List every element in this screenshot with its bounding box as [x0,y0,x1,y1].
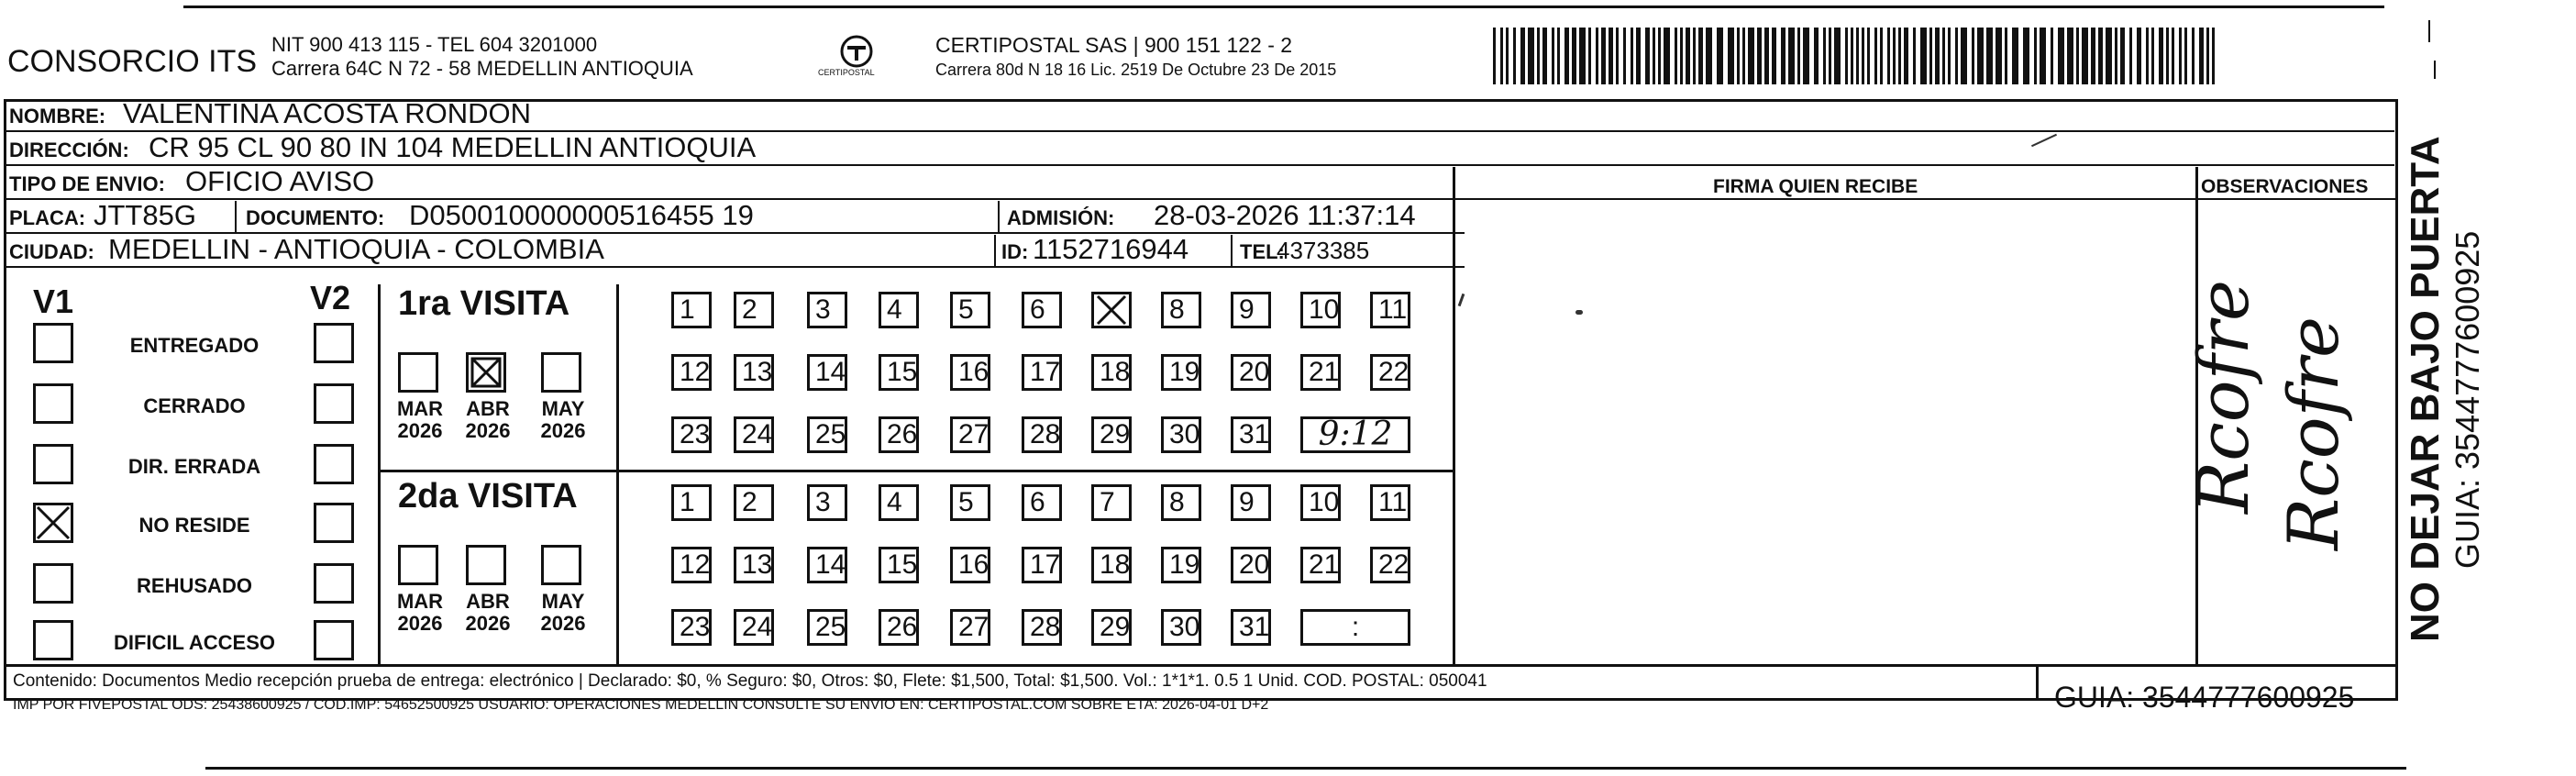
barcode-bar [1948,28,1951,84]
month-name: MAR [396,590,444,613]
barcode-bar [1728,28,1734,84]
barcode-bar [1904,28,1908,84]
handwritten-note: Rcofre [2272,316,2354,550]
courier-line1: CERTIPOSTAL SAS | 900 151 122 - 2 [935,33,1293,57]
barcode-bar [1520,28,1525,84]
barcode-bar [1972,28,1974,84]
month-label [392,398,448,442]
v2-checkbox[interactable] [314,563,354,604]
month-year: 2026 [465,419,511,442]
barcode-bar [2034,28,2037,84]
barcode-bar [1616,28,1619,84]
barcode-bar [2212,28,2215,84]
placa-value: JTT85G [94,199,196,231]
row-tipo [6,167,1465,200]
barcode-bar [1513,28,1516,84]
barcode-bar [2120,28,2125,84]
day-box[interactable]: 21 [1300,354,1341,391]
status-divider [378,284,381,664]
barcode-bar [1851,28,1853,84]
barcode-bar [1706,28,1712,84]
ciudad-value: MEDELLIN - ANTIOQUIA - COLOMBIA [108,233,604,265]
barcode-bar [2146,28,2149,84]
status-label: DIFICIL ACCESO [113,631,275,654]
day-box[interactable]: 20 [1231,354,1271,391]
visit2-title: 2da VISITA [398,477,578,515]
barcode-bar [2098,28,2103,84]
barcode-bar [1675,28,1677,84]
month-name: MAR [396,397,444,420]
visit-divider-v [616,284,619,664]
footer-line1: Contenido: Documentos Medio recepción prueba de entrega: electrónico | Declarado: $0, % Seguro: $0, Otros: $0, Flete: $1,500, Total: $1,500. Vol.: 1*1*1. 0.5 1 Unid. COD. POSTAL: 050041 [13,671,1487,691]
col-divider [1453,167,1455,664]
day-box[interactable]: 6 [1022,292,1062,328]
nombre-label: NOMBRE: [9,105,106,127]
barcode-bar [1631,28,1633,84]
month-name: ABR [466,590,510,613]
barcode-bar [1803,28,1809,84]
day-box[interactable]: 18 [1091,354,1132,391]
day-box[interactable]: 22 [1370,547,1410,583]
month-label [460,398,515,442]
barcode-bar [2012,28,2018,84]
day-box[interactable]: 11 [1370,484,1410,521]
day-box[interactable]: 29 [1091,416,1132,453]
v1-checkbox[interactable] [33,383,73,424]
barcode-bar [1986,28,1993,84]
barcode-bar [1757,28,1762,84]
barcode-bar [2166,28,2169,84]
tel-value: 4373385 [1277,237,1370,264]
visit-divider [378,470,1453,472]
day-box[interactable]: 6 [1022,484,1062,521]
barcode-bar [1564,28,1569,84]
day-box[interactable]: 25 [807,416,847,453]
barcode-bar [1698,28,1703,84]
barcode-bar [1686,28,1690,84]
barcode-bar [1867,28,1870,84]
barcode-bar [1862,28,1864,84]
barcode-bar [1623,28,1626,84]
barcode-bar [1829,28,1831,84]
day-box[interactable]: 20 [1231,547,1271,583]
barcode-bar [1898,28,1901,84]
logo-caption: CERTIPOSTAL [818,68,875,77]
barcode-bar [1658,28,1661,84]
month-checkbox[interactable] [398,352,438,393]
barcode-bar [2040,28,2046,84]
day-box[interactable]: 5 [950,292,990,328]
status-label: DIR. ERRADA [127,455,261,478]
barcode-bar [1874,28,1877,84]
barcode-bar [1880,28,1883,84]
day-box[interactable]: 10 [1300,292,1341,328]
admision-label: ADMISIÓN: [1007,206,1115,229]
barcode-bar [2137,28,2141,84]
barcode-bar [1493,28,1496,84]
day-box[interactable]: 3 [807,292,847,328]
barcode-bar [2082,28,2088,84]
month-year: 2026 [465,612,511,635]
day-box[interactable]: 8 [1161,484,1201,521]
barcode-bar [1977,28,1984,84]
certipostal-logo [813,29,901,84]
barcode-bar [1579,28,1586,84]
barcode-bar [2051,28,2053,84]
month-checkbox[interactable] [541,545,581,585]
day-box[interactable] [1091,292,1132,328]
barcode-bar [1942,28,1945,84]
day-box[interactable]: 8 [1161,292,1201,328]
v1-header: V1 [33,283,74,320]
v2-checkbox[interactable] [314,620,354,660]
v2-header: V2 [310,279,351,316]
day-box[interactable]: 16 [950,354,990,391]
status-label: ENTREGADO [129,334,260,357]
bottom-rule [205,767,2406,770]
barcode-bar [2106,28,2112,84]
month-checkbox[interactable] [466,545,506,585]
barcode-bar [1717,28,1723,84]
barcode-bar [2159,28,2163,84]
ciudad-label: CIUDAD: [9,240,94,263]
id-value: 1152716944 [1033,233,1189,265]
day-box[interactable]: 12 [671,547,712,583]
documento-value: D050010000000516455 19 [409,199,754,231]
id-label: ID: [1001,240,1029,263]
barcode-bar [1920,28,1927,84]
day-box[interactable]: 16 [950,547,990,583]
month-name: MAY [541,397,585,420]
top-rule [183,6,2384,8]
barcode-bar [1506,28,1509,84]
month-checkbox[interactable] [466,352,506,393]
barcode-bar [1552,28,1554,84]
month-label [536,398,591,442]
barcode-bar [1596,28,1598,84]
barcode-bar [2091,28,2095,84]
day-box[interactable]: 9 [1231,292,1271,328]
barcode-bar [2129,28,2132,84]
footer-rule [4,664,2398,667]
day-box[interactable]: 29 [1091,609,1132,646]
barcode-bar [2005,28,2007,84]
tipo-label: TIPO DE ENVIO: [9,172,165,195]
admision-value: 28-03-2026 11:37:14 [1154,199,1416,231]
day-box[interactable]: 13 [734,354,774,391]
footer-line2: IMP POR FIVEPOSTAL ODS: 25438600925 / COD.IMP: 54652500925 USUARIO: OPERACIONES MEDELLIN CONSULTE SU ENVIO EN: CERTIPOSTAL.COM SOBRE ETA: 2026-04-01 D+2 [13,697,1269,713]
nombre-value: VALENTINA ACOSTA RONDON [123,97,532,129]
footer-divider [2036,664,2039,701]
sender-name: CONSORCIO ITS [7,44,258,79]
row-nombre [6,99,2394,132]
barcode-bar [1961,28,1967,84]
courier-line2: Carrera 80d N 18 16 Lic. 2519 De Octubre 23 De 2015 [935,61,1337,79]
barcode-bar [1797,28,1800,84]
day-box[interactable]: 15 [879,354,919,391]
mark [2428,20,2430,42]
barcode-bar [1834,28,1841,84]
barcode-bar [1737,28,1740,84]
v2-checkbox[interactable] [314,444,354,484]
visit1-title: 1ra VISITA [398,284,570,323]
month-checkbox[interactable] [398,545,438,585]
direccion-value: CR 95 CL 90 80 IN 104 MEDELLIN ANTIOQUIA [149,131,757,163]
time-box[interactable]: 9:12 [1300,416,1410,453]
barcode-bar [1572,28,1576,84]
day-box[interactable]: 7 [1091,484,1132,521]
barcode-bar [1588,28,1591,84]
barcode-bar [1693,28,1696,84]
month-label [392,591,448,635]
barcode-bar [2172,28,2174,84]
day-box[interactable]: 3 [807,484,847,521]
barcode-bar [1653,28,1655,84]
day-box[interactable]: 25 [807,609,847,646]
day-box[interactable]: 19 [1161,354,1201,391]
documento-label: DOCUMENTO: [246,206,385,229]
barcode-bar [2058,28,2064,84]
tipo-value: OFICIO AVISO [185,165,375,197]
day-box[interactable]: 21 [1300,547,1341,583]
day-box[interactable]: 10 [1300,484,1341,521]
day-box[interactable]: 4 [879,292,919,328]
barcode-bar [2151,28,2154,84]
barcode-bar [1935,28,1940,84]
barcode-bar [1929,28,1932,84]
day-box[interactable]: 26 [879,609,919,646]
side-guia: GUIA: 3544777600925 [2449,230,2486,569]
barcode-bar [2023,28,2029,84]
day-box[interactable]: 26 [879,416,919,453]
barcode-bar [1557,28,1560,84]
barcode-bar [1500,28,1503,84]
day-box[interactable]: 24 [734,416,774,453]
barcode-bar [1788,28,1795,84]
day-box[interactable]: 17 [1022,547,1062,583]
barcode-bar [1887,28,1890,84]
day-box[interactable]: 14 [807,547,847,583]
month-year: 2026 [540,419,586,442]
mark [2434,61,2436,79]
day-box[interactable]: 5 [950,484,990,521]
sender-line2: Carrera 64C N 72 - 58 MEDELLIN ANTIOQUIA [271,57,693,80]
pen-mark [1575,310,1583,315]
day-box[interactable]: 31 [1231,416,1271,453]
day-box[interactable]: 22 [1370,354,1410,391]
day-box[interactable]: 31 [1231,609,1271,646]
barcode-bar [1609,28,1613,84]
barcode-bar [1537,28,1540,84]
barcode-bar [1748,28,1754,84]
barcode-bar [1742,28,1745,84]
barcode-bar [1814,28,1819,84]
side-warning: NO DEJAR BAJO PUERTA [2403,136,2448,642]
day-box[interactable]: 23 [671,416,712,453]
day-box[interactable]: 30 [1161,416,1201,453]
header-rule [1455,198,2395,200]
barcode-bar [1913,28,1916,84]
month-name: ABR [466,397,510,420]
day-box[interactable]: 12 [671,354,712,391]
v1-checkbox[interactable] [33,503,73,543]
barcode-bar [1823,28,1826,84]
day-box[interactable]: 27 [950,609,990,646]
barcode-bar [2184,28,2187,84]
barcode-bar [2067,28,2073,84]
day-box[interactable]: 23 [671,609,712,646]
day-box[interactable]: 11 [1370,292,1410,328]
barcode-bar [1996,28,2002,84]
sender-line1: NIT 900 413 115 - TEL 604 3201000 [271,33,598,56]
day-box[interactable]: 27 [950,416,990,453]
month-label [460,591,515,635]
day-box[interactable]: 15 [879,547,919,583]
day-box[interactable]: 18 [1091,547,1132,583]
barcode-bar [1856,28,1859,84]
barcode-bar [1528,28,1534,84]
day-box[interactable]: 1 [671,484,712,521]
month-label [536,591,591,635]
v2-checkbox[interactable] [314,383,354,424]
tel-label: TEL: [1240,240,1285,263]
barcode-bar [1645,28,1650,84]
day-box[interactable]: 2 [734,484,774,521]
month-name: MAY [541,590,585,613]
month-checkbox[interactable] [541,352,581,393]
row-ciudad [6,235,1465,268]
barcode-bar [1781,28,1786,84]
footer-guia: GUIA: 3544777600925 [2054,681,2355,714]
day-box[interactable]: 28 [1022,609,1062,646]
month-year: 2026 [397,419,443,442]
barcode-bar [1845,28,1848,84]
v1-checkbox[interactable] [33,563,73,604]
v1-checkbox[interactable] [33,444,73,484]
barcode-bar [2192,28,2195,84]
placa-label: PLACA: [9,206,86,229]
observaciones-header: OBSERVACIONES [2201,176,2369,197]
barcode-bar [1601,28,1606,84]
row-placa [6,201,1465,234]
time-box[interactable]: : [1300,609,1410,646]
month-year: 2026 [540,612,586,635]
status-label: REHUSADO [137,574,252,597]
barcode-bar [1680,28,1683,84]
handwritten-note: Rcofre [2183,280,2264,514]
barcode-bar [1893,28,1896,84]
day-box[interactable]: 17 [1022,354,1062,391]
barcode-bar [2076,28,2079,84]
month-year: 2026 [397,612,443,635]
barcode-bar [2206,28,2209,84]
barcode-bar [2199,28,2204,84]
barcode-bar [1955,28,1958,84]
day-box[interactable]: 28 [1022,416,1062,453]
day-box[interactable]: 2 [734,292,774,328]
barcode [1493,28,2223,84]
barcode-bar [1772,28,1776,84]
status-label: NO RESIDE [138,514,250,537]
barcode-bar [2179,28,2182,84]
barcode-bar [1664,28,1670,84]
row-direccion [6,133,2394,166]
v1-checkbox[interactable] [33,620,73,660]
day-box[interactable]: 4 [879,484,919,521]
barcode-bar [1764,28,1769,84]
firma-header: FIRMA QUIEN RECIBE [1713,176,1918,197]
day-box[interactable]: 13 [734,547,774,583]
v2-checkbox[interactable] [314,503,354,543]
day-box[interactable]: 1 [671,292,712,328]
barcode-bar [1636,28,1641,84]
v2-checkbox[interactable] [314,323,354,363]
barcode-bar [2115,28,2117,84]
barcode-bar [1542,28,1547,84]
direccion-label: DIRECCIÓN: [9,139,129,161]
day-box[interactable]: 14 [807,354,847,391]
day-box[interactable]: 9 [1231,484,1271,521]
day-box[interactable]: 19 [1161,547,1201,583]
day-box[interactable]: 30 [1161,609,1201,646]
status-label: CERRADO [143,394,246,417]
day-box[interactable]: 24 [734,609,774,646]
v1-checkbox[interactable] [33,323,73,363]
